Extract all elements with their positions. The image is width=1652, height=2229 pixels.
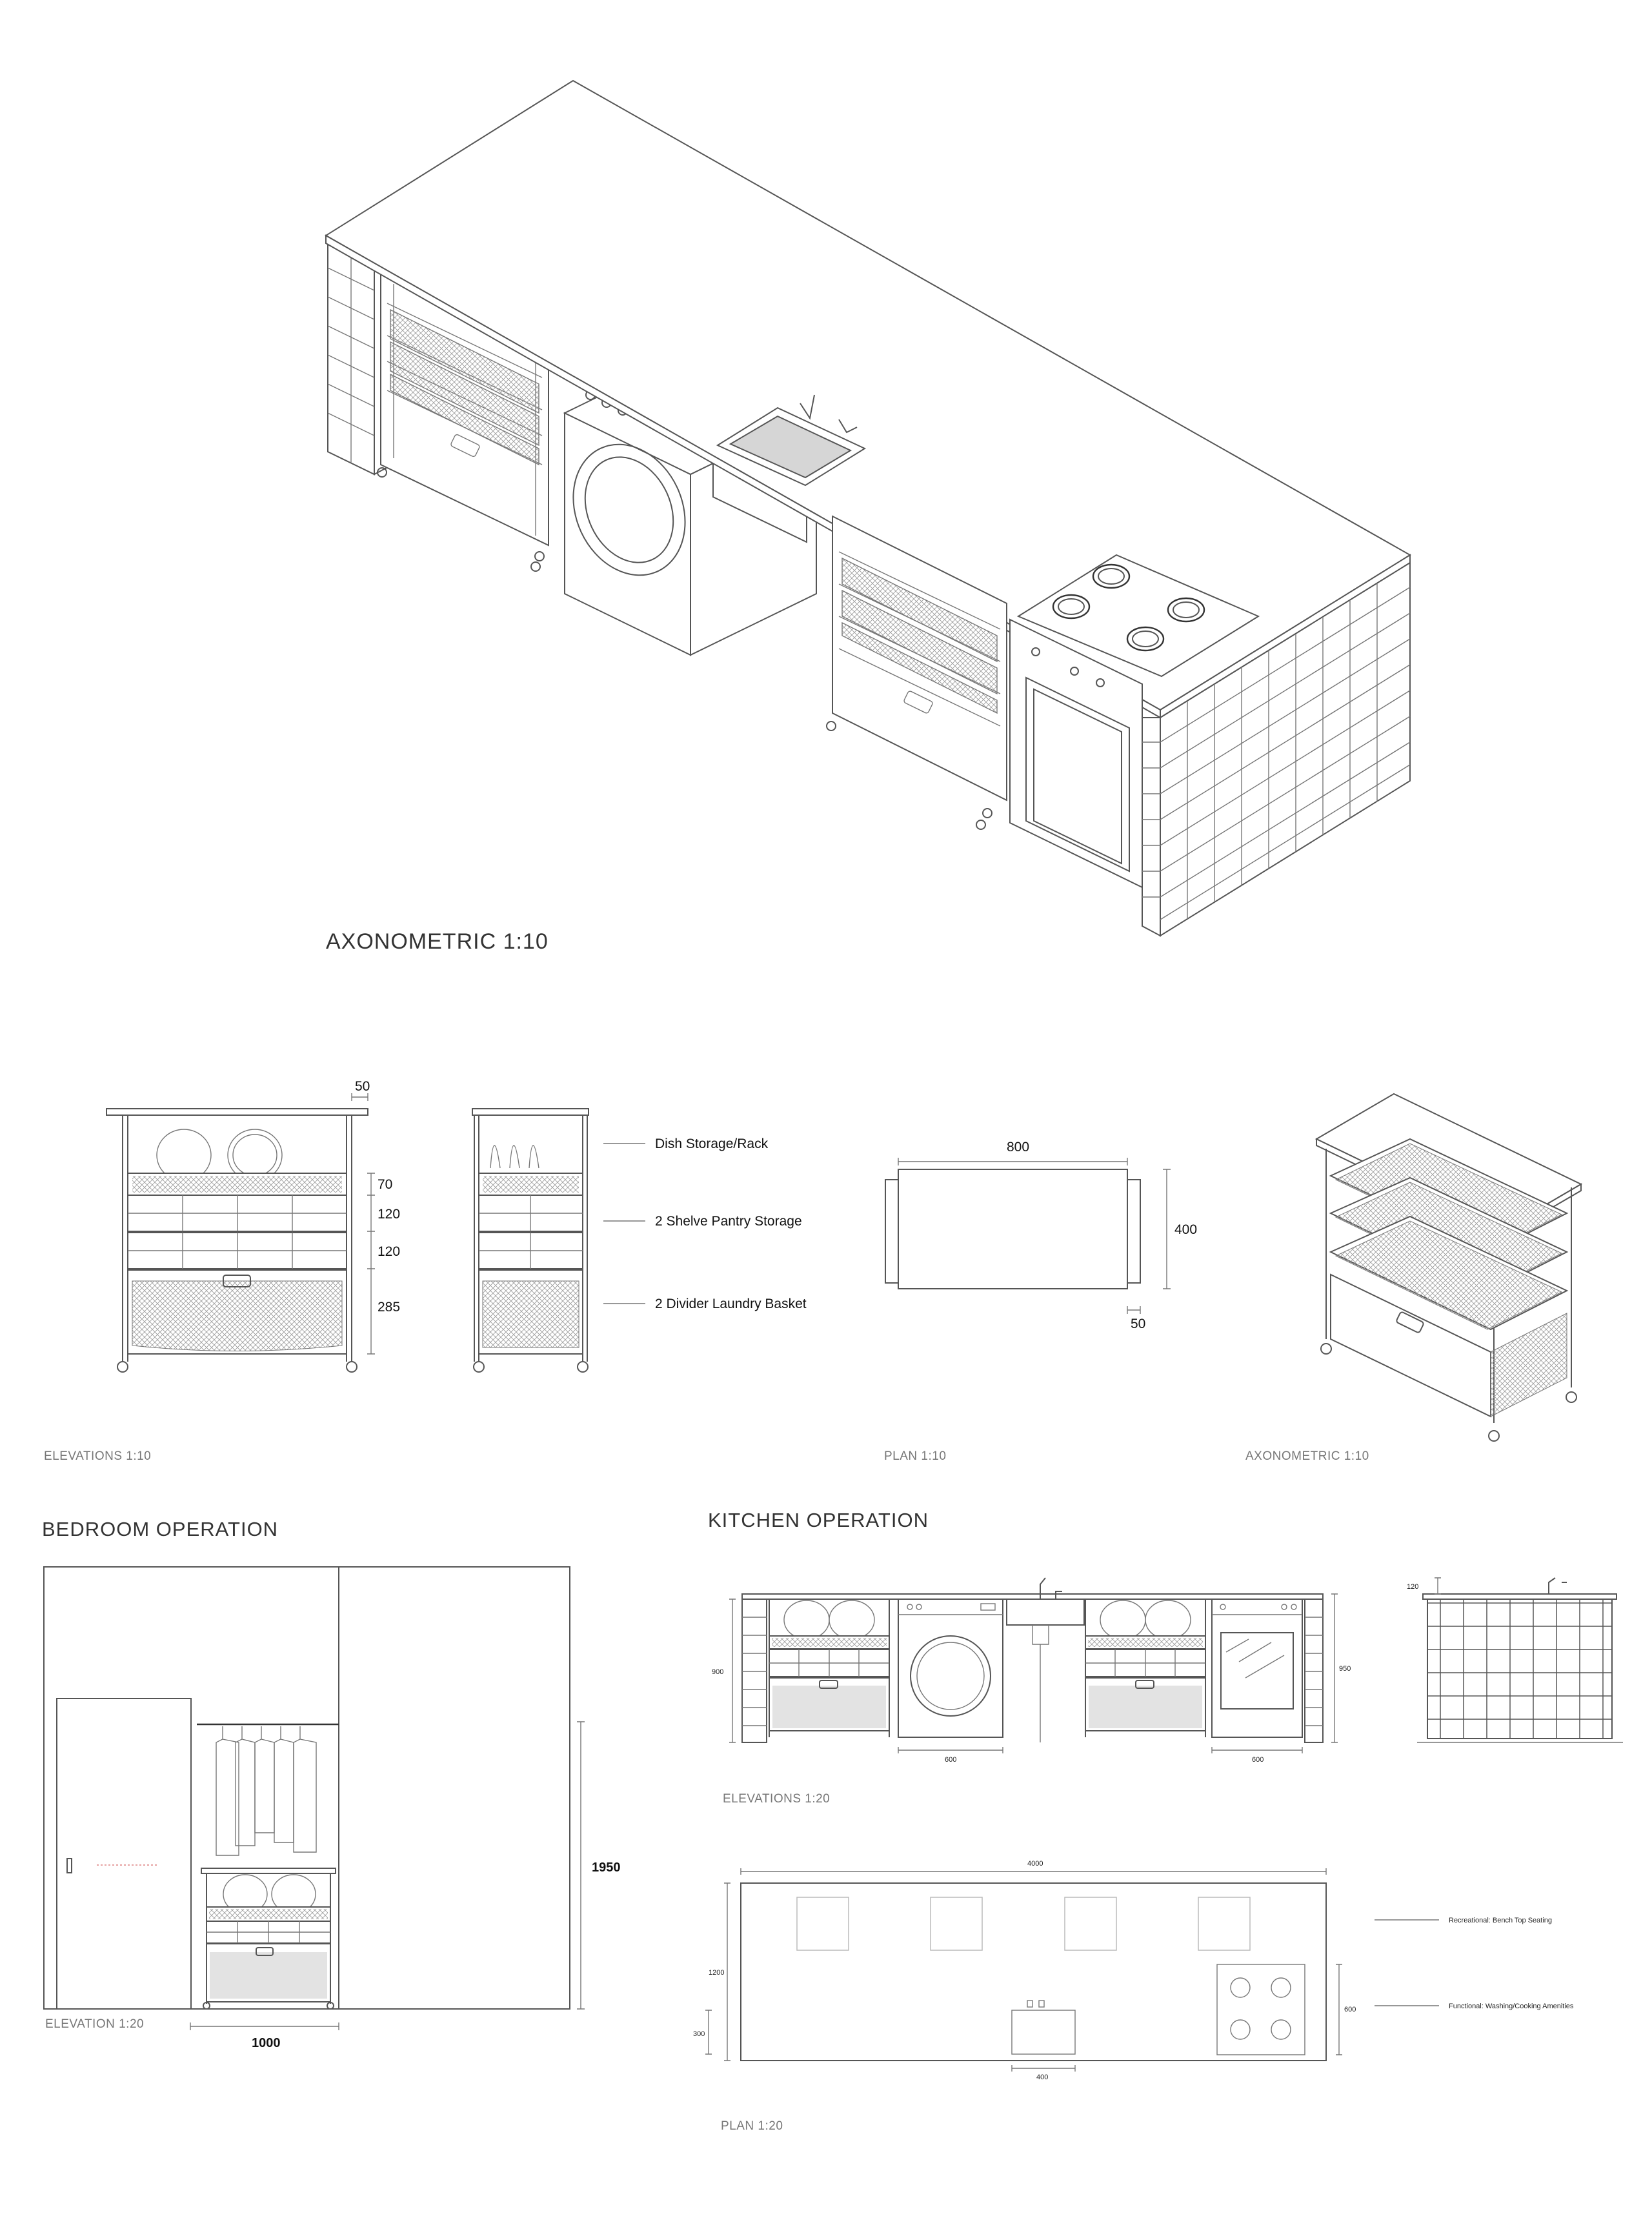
dim-top-overhang: 50 [355, 1079, 370, 1094]
label-laundry-basket: 2 Divider Laundry Basket [655, 1296, 807, 1311]
bedroom-dim-width: 1000 [252, 2036, 281, 2050]
dim-plan-overhang: 50 [1131, 1316, 1146, 1331]
kitchen-plan-dim-cooktop: 600 [1344, 2006, 1356, 2013]
dim-basket: 285 [378, 1300, 401, 1315]
kitchen-dim-height-right: 950 [1339, 1665, 1351, 1673]
kitchen-section [693, 1509, 1623, 2133]
kitchen-plan-dim-sink-width: 400 [1036, 2073, 1049, 2081]
bedroom-door [57, 1699, 191, 2009]
label-recreational-seating: Recreational: Bench Top Seating [1449, 1917, 1553, 1924]
bedroom-section [42, 1518, 621, 2050]
kitchen-plan-dim-length: 4000 [1027, 1860, 1043, 1868]
plan-caption-unit: PLAN 1:10 [884, 1449, 947, 1463]
unit-front-elevation [106, 1079, 400, 1372]
kitchen-elevations-caption: ELEVATIONS 1:20 [723, 1792, 831, 1806]
label-functional-amenities: Functional: Washing/Cooking Amenities [1449, 2002, 1574, 2010]
kitchen-plan-caption: PLAN 1:20 [721, 2119, 783, 2133]
dim-plan-depth: 400 [1174, 1222, 1198, 1237]
dim-shelf-2: 120 [378, 1244, 401, 1259]
kitchen-title: KITCHEN OPERATION [708, 1509, 929, 1531]
main-axonometric-caption: AXONOMETRIC 1:10 [326, 929, 549, 954]
unit-small-axonometric [1316, 1094, 1581, 1441]
kitchen-plan [693, 1860, 1574, 2081]
bedroom-dim-height: 1950 [592, 1861, 621, 1875]
label-dish-storage: Dish Storage/Rack [655, 1136, 769, 1151]
bedroom-title: BEDROOM OPERATION [42, 1518, 279, 1540]
kitchen-dim-washer: 600 [945, 1756, 957, 1764]
kitchen-dim-height-left: 900 [712, 1668, 724, 1676]
unit-plan [885, 1140, 1197, 1331]
kitchen-dim-side-top: 120 [1407, 1583, 1419, 1591]
kitchen-plan-dim-depth: 1200 [709, 1969, 725, 1977]
label-pantry-storage: 2 Shelve Pantry Storage [655, 1214, 802, 1229]
dim-plan-width: 800 [1007, 1140, 1030, 1155]
axonometric-caption-unit: AXONOMETRIC 1:10 [1245, 1449, 1369, 1463]
bedroom-caption: ELEVATION 1:20 [45, 2017, 145, 2031]
kitchen-plan-dim-sink-depth: 300 [693, 2030, 705, 2038]
dim-rack-height: 70 [378, 1177, 393, 1192]
dim-shelf-1: 120 [378, 1207, 401, 1222]
kitchen-elevation [712, 1578, 1351, 1764]
unit-side-elevation [472, 1109, 807, 1372]
elevations-caption-unit: ELEVATIONS 1:10 [44, 1449, 152, 1463]
kitchen-dim-oven: 600 [1252, 1756, 1264, 1764]
main-axonometric-drawing [326, 81, 1410, 954]
kitchen-side-elevation [1407, 1578, 1623, 1742]
